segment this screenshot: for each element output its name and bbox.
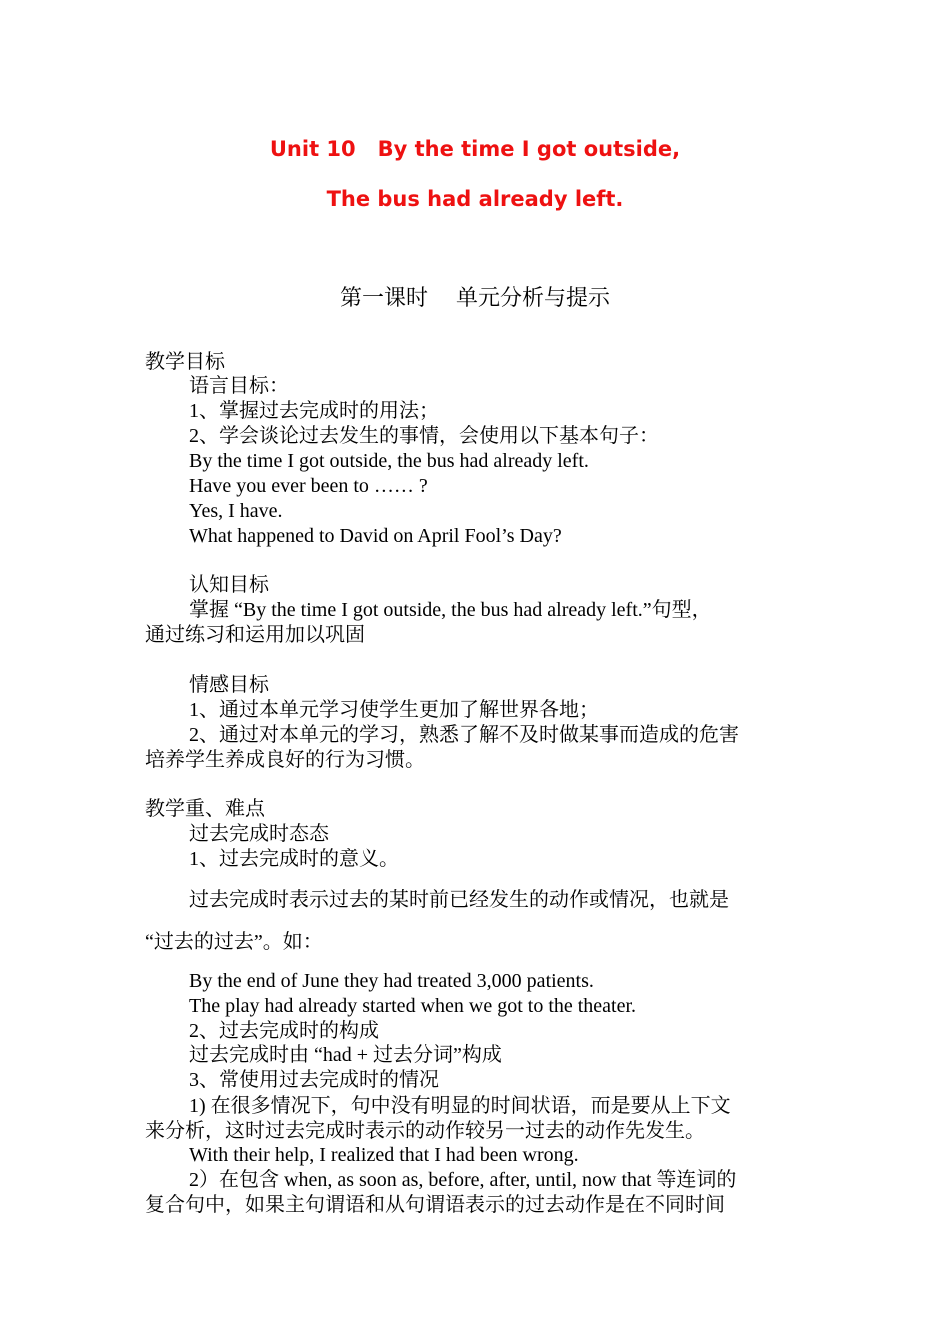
example-sentence: Yes, I have. [189, 500, 283, 522]
meaning-heading: 1、过去完成时的意义。 [189, 848, 399, 870]
affective-objectives-label: 情感目标 [189, 674, 269, 696]
usage-item-2-continued: 复合句中，如果主句谓语和从句谓语表示的过去动作是在不同时间 [145, 1194, 725, 1216]
usage-item-2: 2）在包含 when, as soon as, before, after, until, now that 等连词的 [189, 1169, 737, 1191]
example-sentence: By the end of June they had treated 3,000 patients. [189, 970, 594, 992]
language-objective-item: 2、学会谈论过去发生的事情，会使用以下基本句子： [189, 425, 659, 447]
unit-title-line-1: Unit 10 By the time I got outside, [269, 137, 681, 161]
cognitive-objective-text: 掌握 “By the time I got outside, the bus had already left.”句型， [189, 599, 712, 621]
language-objectives-label: 语言目标： [189, 375, 289, 397]
structure-text: 过去完成时由 “had + 过去分词”构成 [189, 1044, 502, 1066]
language-objective-item: 1、掌握过去完成时的用法； [189, 400, 439, 422]
affective-objective-item: 1、通过本单元学习使学生更加了解世界各地； [189, 699, 599, 721]
meaning-text: 过去完成时表示过去的某时前已经发生的动作或情况，也就是 [189, 889, 729, 911]
example-sentence: What happened to David on April Fool’s Day? [189, 525, 562, 547]
unit-title-line-2: The bus had already left. [326, 187, 624, 211]
lesson-heading: 第一课时 单元分析与提示 [340, 286, 610, 311]
meaning-text-continued: “过去的过去”。如： [145, 931, 323, 953]
usage-item-1: 1) 在很多情况下，句中没有明显的时间状语，而是要从上下文 [189, 1095, 731, 1117]
key-points-heading: 教学重、难点 [145, 798, 265, 820]
usage-item-1-continued: 来分析，这时过去完成时表示的动作较另一过去的动作先发生。 [145, 1120, 705, 1142]
usage-heading: 3、常使用过去完成时的情况 [189, 1069, 439, 1091]
structure-heading: 2、过去完成时的构成 [189, 1020, 379, 1042]
affective-objective-item: 2、通过对本单元的学习，熟悉了解不及时做某事而造成的危害 [189, 724, 739, 746]
affective-objective-item-continued: 培养学生养成良好的行为习惯。 [145, 749, 425, 771]
example-sentence: Have you ever been to …… ? [189, 475, 428, 497]
cognitive-objectives-label: 认知目标 [189, 574, 269, 596]
example-sentence: By the time I got outside, the bus had already left. [189, 450, 589, 472]
example-sentence: With their help, I realized that I had been wrong. [189, 1144, 579, 1166]
cognitive-objective-text: 通过练习和运用加以巩固 [145, 624, 365, 646]
key-points-topic: 过去完成时态态 [189, 823, 329, 845]
objectives-heading: 教学目标 [145, 349, 225, 373]
example-sentence: The play had already started when we got to the theater. [189, 995, 637, 1017]
